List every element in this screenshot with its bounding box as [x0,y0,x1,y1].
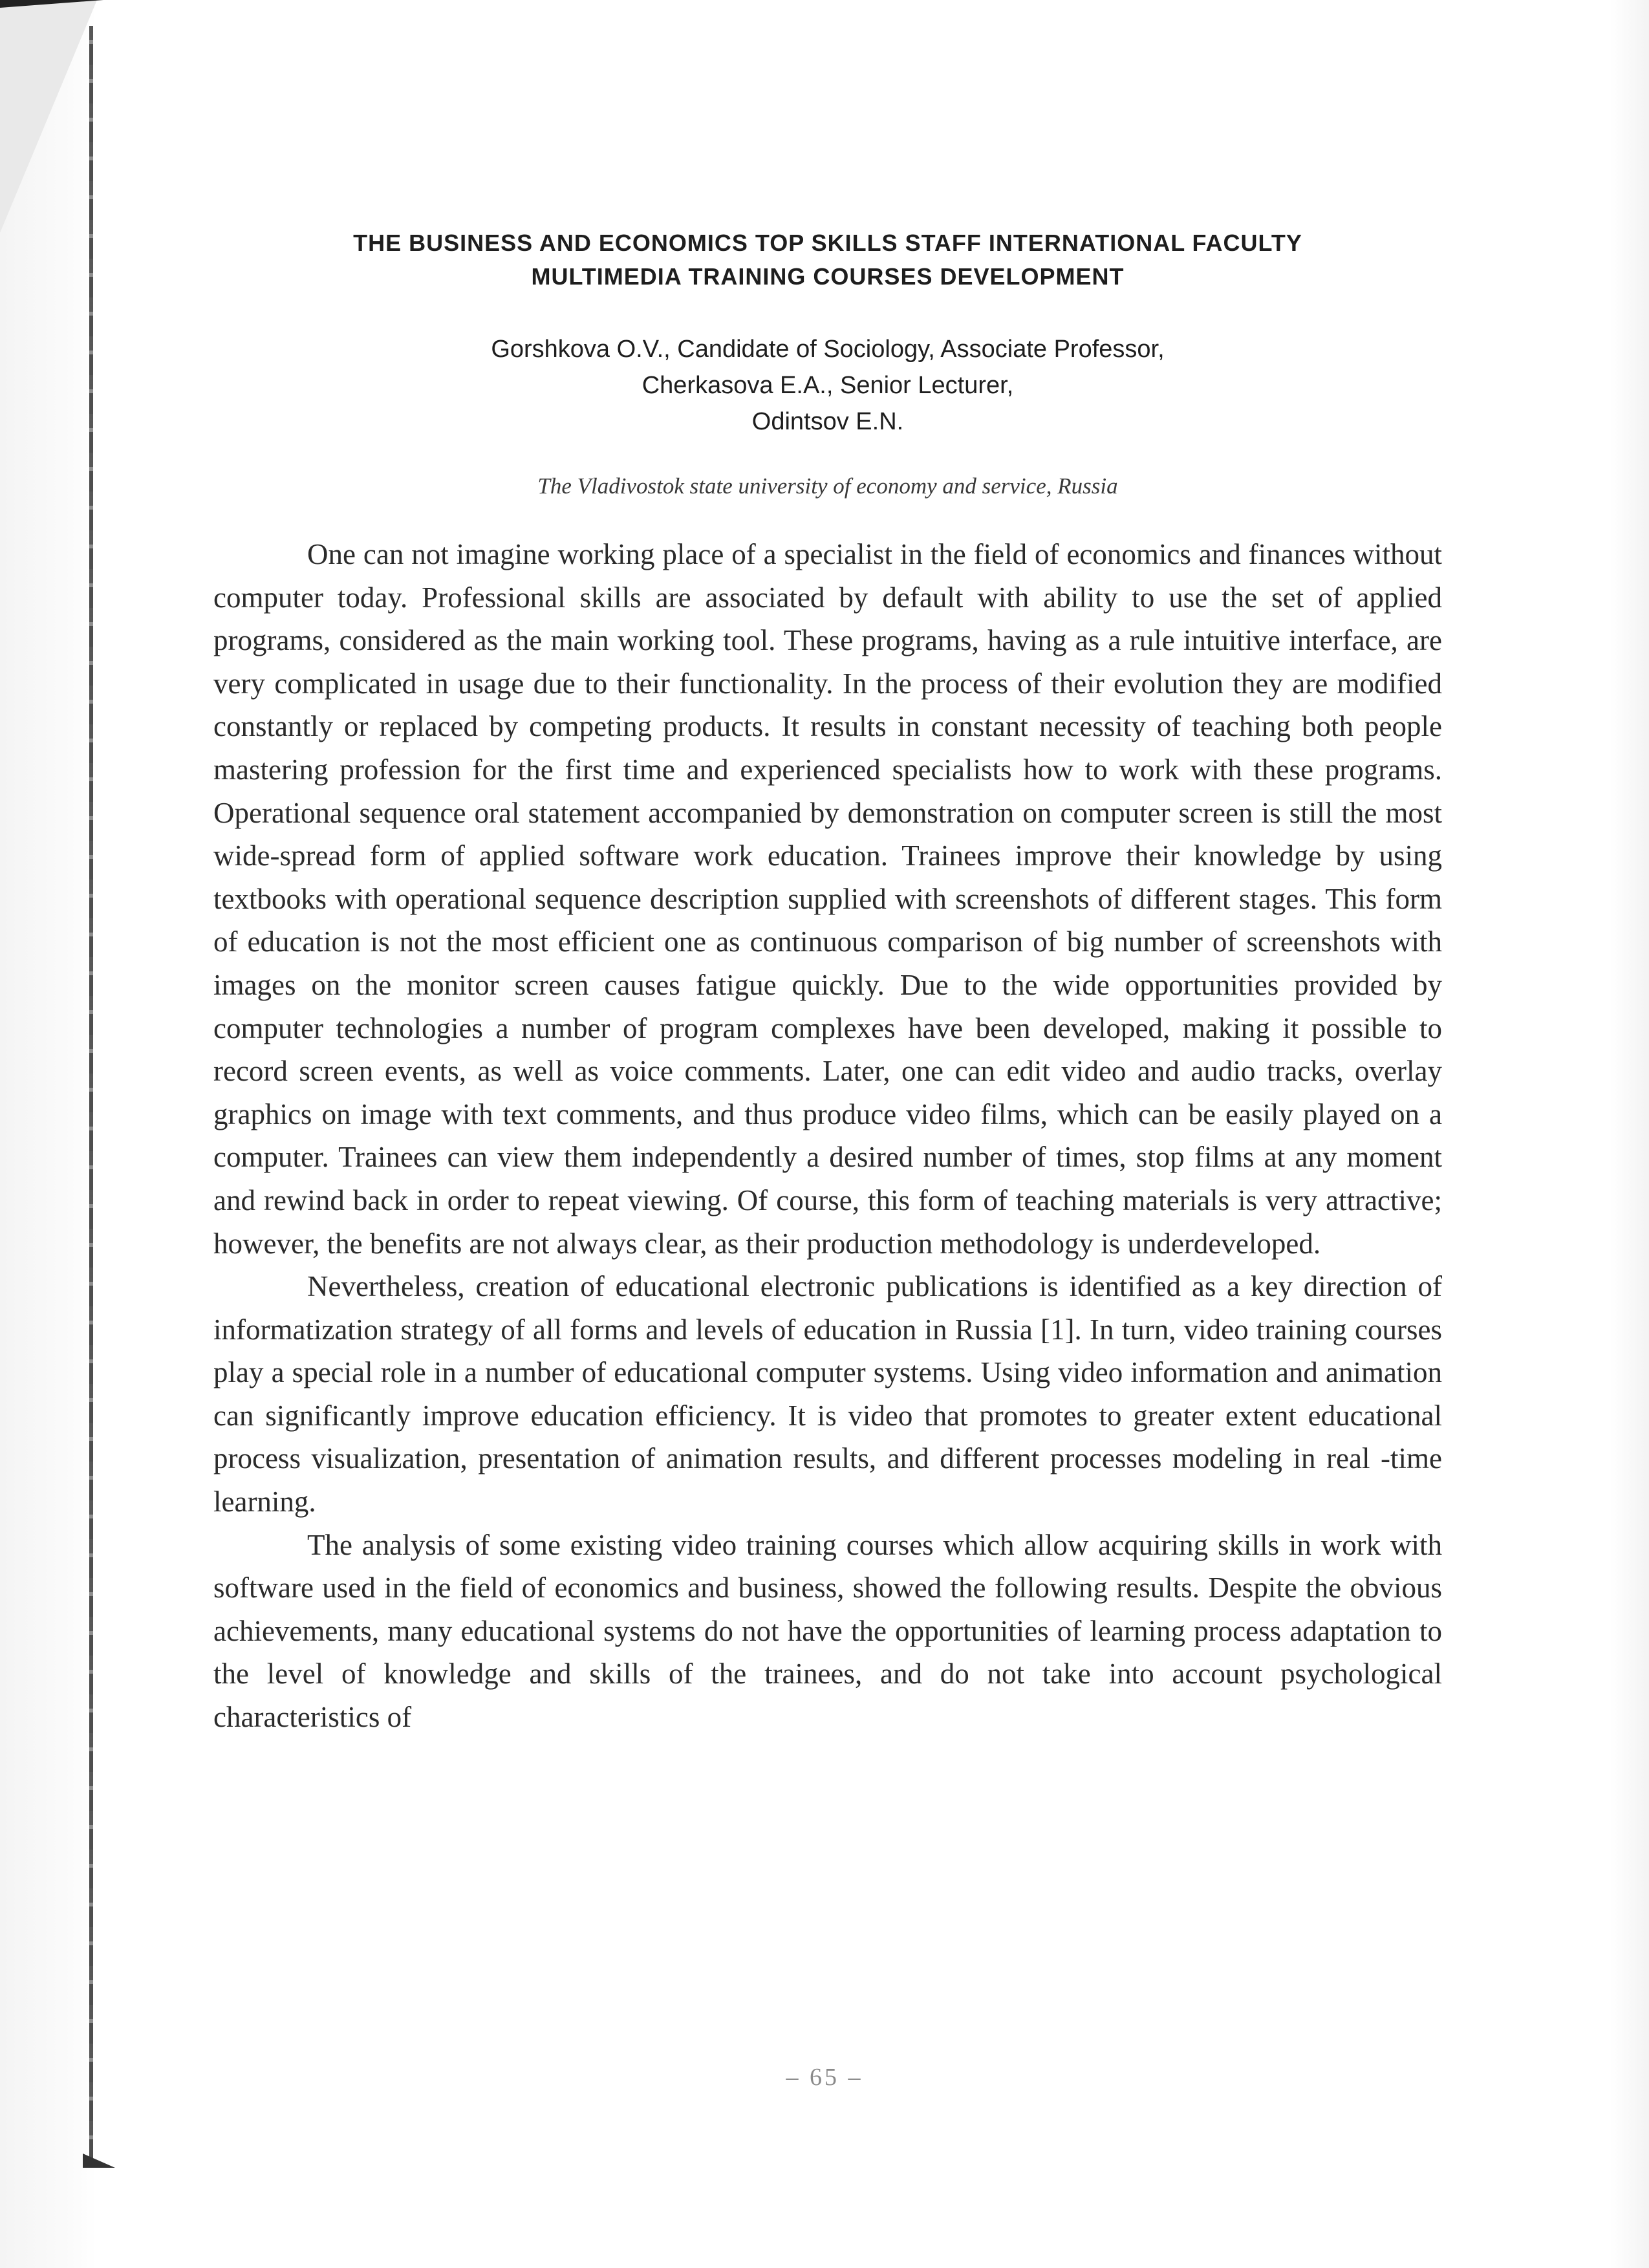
body-text [213,533,1442,1739]
author-3: Odintsov E.N. [751,408,904,435]
author-list [213,331,1442,440]
paragraph-1: One can not imagine working place of a specialist in the field of economics and finances without computer today. Professional skills are associated by default with ability to use the set of applied programs, considered as the main working tool. These programs, having as a rule intuitive interface, are very complicated in usage due to their functionality. In the process of their evolution they are modified constantly or replaced by competing products. It results in constant necessity of teaching both people mastering profession for the first time and experienced specialists how to work with these programs. Operational sequence oral statement accompanied by demonstration on computer screen is still the most wide-spread form of applied software work education. Trainees improve their knowledge by using textbooks with operational sequence description supplied with screenshots of different stages. This form of education is not the most efficient one as continuous comparison of big number of screenshots with images on the monitor screen causes fatigue quickly. Due to the wide opportunities provided by computer technologies a number of program complexes have been developed, making it possible to record screen events, as well as voice comments. Later, one can edit video and audio tracks, overlay graphics on image with text comments, and thus produce video films, which can be easily played on a computer. Trainees can view them independently a desired number of times, stop films at any moment and rewind back in order to repeat viewing. Of course, this form of teaching materials is very attractive; however, the benefits are not always clear, as their production methodology is underdeveloped. [213,538,1442,1260]
scan-left-shadow [0,0,97,2268]
folded-corner-edge [0,0,103,8]
page-number: – 65 – [786,2064,863,2091]
paragraph-3: The analysis of some existing video training courses which allow acquiring skills in work with software used in the field of economics and business, showed the following results. Despite the obvious achievements, many educational systems do not have the opportunities of learning process adaptation to the level of knowledge and skills of the trainees, and do not take into account psychological characteristics of [213,1528,1442,1734]
author-1: Gorshkova O.V., Candidate of Sociology, Associate Professor, [491,336,1165,363]
paper-title [213,226,1442,294]
binding-notch [83,2154,115,2168]
author-2: Cherkasova E.A., Senior Lecturer, [641,372,1014,399]
affiliation: The Vladivostok state university of economy and service, Russia [537,473,1118,499]
binding-edge [89,26,93,2166]
title-line-2: MULTIMEDIA TRAINING COURSES DEVELOPMENT [531,263,1125,290]
scan-right-shadow [1610,0,1649,2268]
paper-page [213,226,1442,1739]
folded-corner [0,0,97,233]
title-line-1: THE BUSINESS AND ECONOMICS TOP SKILLS STAFF INTERNATIONAL FACULTY [353,230,1302,256]
paragraph-2: Nevertheless, creation of educational electronic publications is identified as a key direction of informatization strategy of all forms and levels of education in Russia [1]. In turn, video training courses play a special role in a number of educational computer systems. Using video information and animation can significantly improve education efficiency. It is video that promotes to greater extent educational process visualization, presentation of animation results, and different processes modeling in real -time learning. [213,1270,1442,1518]
